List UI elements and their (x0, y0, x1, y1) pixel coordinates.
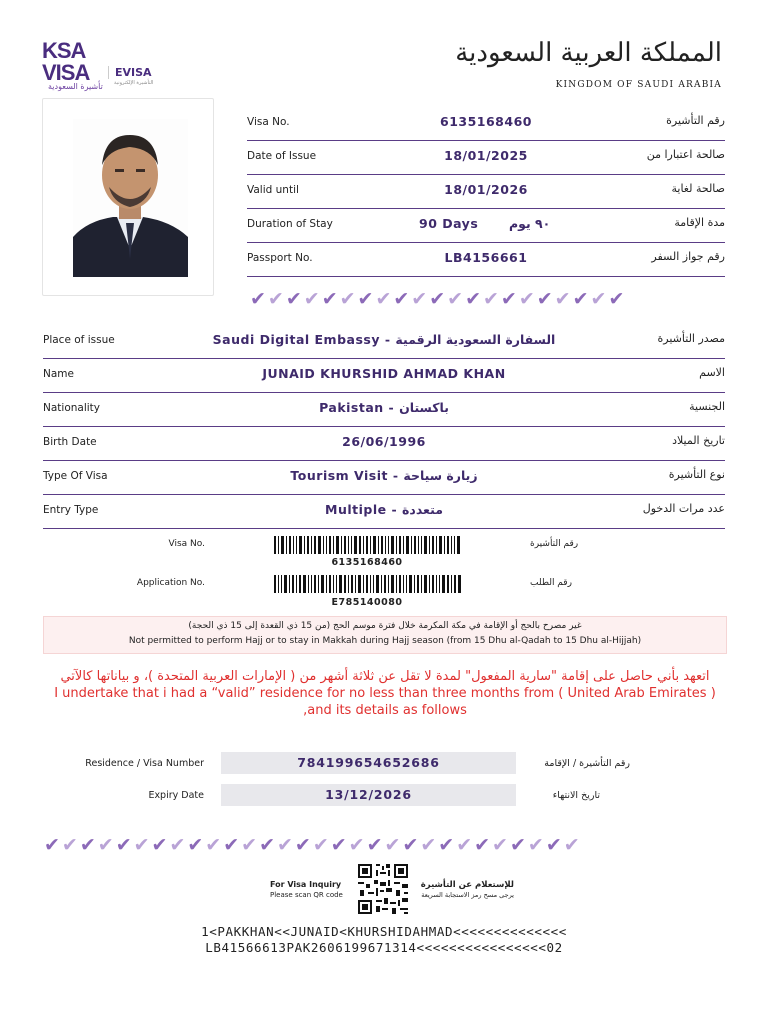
label-en: Date of Issue (247, 150, 317, 162)
row-birth-date (43, 426, 725, 461)
label-ar: صالحة لغاية (671, 182, 725, 195)
visa-inquiry-block (262, 862, 514, 916)
check-pattern-divider-bottom: ✔✔✔✔✔✔✔✔✔✔✔✔✔✔✔✔✔✔✔✔✔✔✔✔✔✔✔✔✔✔ (44, 834, 582, 856)
barcode-visa-number: 6135168460 (331, 557, 403, 568)
row-name (43, 358, 725, 393)
hajj-warning-english: Not permitted to perform Hajj or to stay in Makkah during Hajj season (from 15 Dhu al-Qadah to 15 Dhu al-Hijjah) (128, 636, 642, 646)
value-arabic: ٩٠ يوم (509, 216, 551, 231)
undertaking-statement (40, 668, 730, 719)
mrz-line-2: LB41566613PAK2606199671314<<<<<<<<<<<<<<<<02 (205, 940, 563, 955)
value: 18/01/2025 (444, 148, 528, 163)
value: 90 Days (419, 216, 479, 231)
visa-barcode (274, 536, 462, 554)
value: 26/06/1996 (342, 434, 426, 449)
value: Multiple - متعددة (325, 502, 443, 517)
label-ar: مدة الإقامة (674, 216, 725, 229)
evisa-logo: EVISA (108, 66, 152, 79)
undertaking-arabic: اتعهد بأني حاصل على إقامة "سارية المفعول" لمدة لا تقل عن ثلاثة أشهر من ( الإمارات العربية المتحدة )، و بياناتها كالآتي (60, 669, 710, 684)
row-place-of-issue (43, 324, 725, 359)
row-date-of-issue (247, 140, 725, 175)
row-nationality (43, 392, 725, 427)
expiry-date-label-ar: تاريخ الانتهاء (552, 790, 600, 801)
inquiry-arabic (421, 880, 514, 900)
residence-number-label-ar: رقم التأشيرة / الإقامة (544, 758, 630, 769)
label-ar: نوع التأشيرة (668, 468, 725, 481)
undertaking-english: I undertake that i had a “valid” residence for no less than three months from ( United Arab Emirates ) ,and its details as follows (54, 686, 716, 718)
row-type-of-visa (43, 460, 725, 495)
hajj-warning-arabic: غير مصرح بالحج أو الإقامة في مكة المكرمة خلال فترة موسم الحج (من 15 ذي القعدة إلى 15 ذي الحجة) (188, 621, 582, 631)
label-ar: رقم جواز السفر (651, 250, 725, 263)
label-en: Entry Type (43, 504, 99, 516)
residence-number-label-en: Residence / Visa Number (85, 758, 204, 769)
expiry-date-label-en: Expiry Date (148, 790, 204, 801)
label-en: Visa No. (247, 116, 290, 128)
value: 18/01/2026 (444, 182, 528, 197)
logo-line-2: VISA (42, 60, 90, 85)
row-duration-of-stay (247, 208, 725, 243)
barcode-visa-label-ar: رقم التأشيرة (530, 539, 579, 549)
label-ar: الاسم (699, 366, 725, 379)
value: Pakistan - باكستان (319, 400, 449, 415)
label-ar: الجنسية (689, 400, 725, 413)
logo-subtitle: تأشيرة السعودية (48, 82, 103, 91)
logo-line-1: KSA (42, 38, 86, 63)
label-ar: عدد مرات الدخول (642, 502, 725, 515)
mrz-line-1: 1<PAKKHAN<<JUNAID<KHURSHIDAHMAD<<<<<<<<<<<<<< (201, 924, 567, 939)
label-en: Valid until (247, 184, 299, 196)
portrait-image (43, 99, 213, 295)
holder-photo (42, 98, 214, 296)
kingdom-title-arabic: المملكة العربية السعودية (455, 38, 722, 68)
row-valid-until (247, 174, 725, 209)
barcode-application-label-en: Application No. (136, 578, 205, 588)
label-en: Place of issue (43, 334, 115, 346)
value: JUNAID KHURSHID AHMAD KHAN (262, 366, 506, 381)
value: Tourism Visit - زيارة سياحة (290, 468, 478, 483)
label-en: Birth Date (43, 436, 97, 448)
label-ar: رقم التأشيرة (666, 114, 725, 127)
row-entry-type (43, 494, 725, 529)
expiry-date-value: 13/12/2026 (221, 784, 516, 806)
label-en: Type Of Visa (43, 470, 108, 482)
label-en: Duration of Stay (247, 218, 333, 230)
barcode-application-label-ar: رقم الطلب (530, 578, 572, 588)
label-en: Name (43, 368, 74, 380)
inquiry-english (270, 880, 343, 900)
residence-number-value: 784199654652686 (221, 752, 516, 774)
label-en: Nationality (43, 402, 101, 414)
label-en: Passport No. (247, 252, 313, 264)
label-ar: تاريخ الميلاد (672, 434, 725, 447)
value: 6135168460 (440, 114, 532, 129)
hajj-warning-box (43, 616, 727, 654)
check-pattern-divider: ✔✔✔✔✔✔✔✔✔✔✔✔✔✔✔✔✔✔✔✔✔ (250, 288, 627, 310)
label-ar: مصدر التأشيرة (657, 332, 725, 345)
inquiry-ar-line-1: للإستعلام عن التأشيرة (420, 880, 514, 890)
inquiry-ar-line-2: يرجى مسح رمز الاستجابة السريعة (421, 891, 514, 899)
barcode-visa-label-en: Visa No. (168, 539, 205, 549)
row-passport-no (247, 242, 725, 277)
qr-code[interactable] (356, 862, 410, 916)
evisa-subtitle: التأشيرة الإلكترونية (114, 80, 154, 86)
application-barcode (274, 575, 462, 593)
value: LB4156661 (444, 250, 528, 265)
kingdom-title-english: KINGDOM OF SAUDI ARABIA (555, 80, 722, 90)
ksa-visa-logo (42, 40, 102, 84)
inquiry-en-line-1: For Visa Inquiry (270, 880, 342, 889)
row-visa-no (247, 106, 725, 141)
inquiry-en-line-2: Please scan QR code (270, 891, 343, 899)
barcode-application-number: E785140080 (331, 597, 403, 608)
value: Saudi Digital Embassy - السفارة السعودية الرقمية (212, 332, 556, 347)
label-ar: صالحة اعتبارا من (646, 148, 725, 161)
